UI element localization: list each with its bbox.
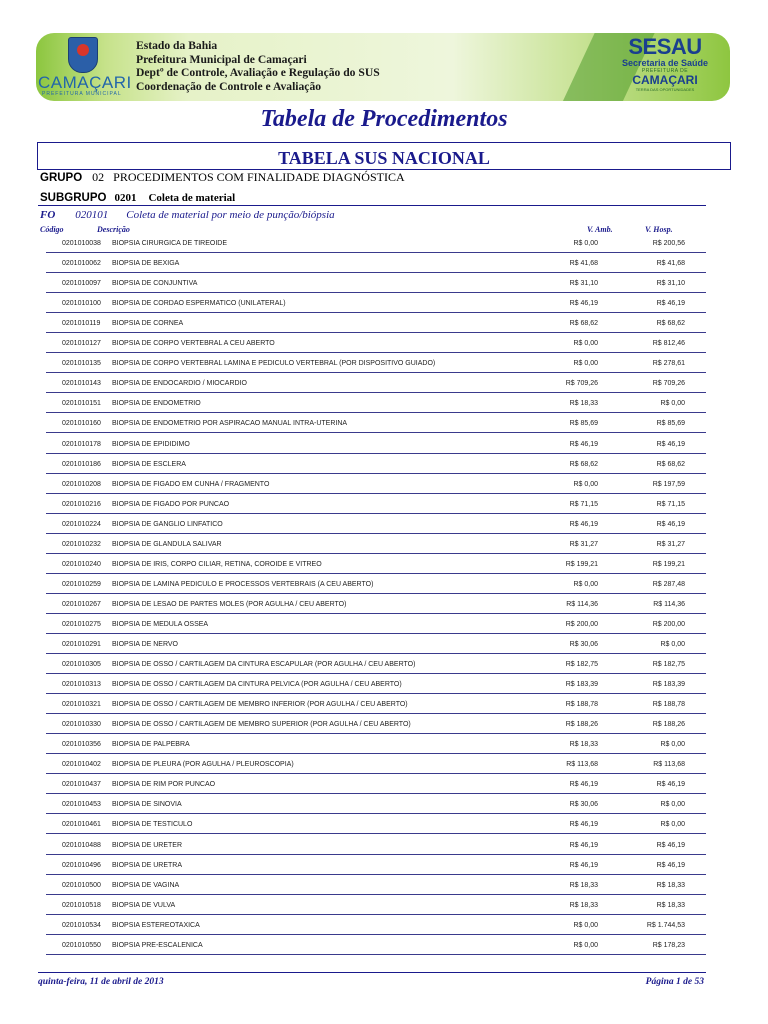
row-desc: BIOPSIA DE LESAO DE PARTES MOLES (POR AGULHA / CEU ABERTO) xyxy=(112,600,347,608)
row-amb: R$ 0,00 xyxy=(573,580,598,588)
row-hosp: R$ 31,27 xyxy=(656,540,685,548)
row-divider xyxy=(46,252,706,253)
subgrupo-label: SUBGRUPO xyxy=(40,192,107,204)
row-amb: R$ 46,19 xyxy=(569,841,598,849)
row-hosp: R$ 68,62 xyxy=(656,460,685,468)
sesau-logo-pm: PREFEITURA DE xyxy=(641,68,689,74)
row-desc: BIOPSIA PRE-ESCALENICA xyxy=(112,941,203,949)
table-row xyxy=(0,277,768,297)
row-hosp: R$ 0,00 xyxy=(660,741,685,749)
row-divider xyxy=(46,733,706,734)
row-desc: BIOPSIA DE ESCLERA xyxy=(112,460,186,468)
row-amb: R$ 0,00 xyxy=(573,480,598,488)
col-header-code: Código xyxy=(40,225,64,234)
table-row xyxy=(0,798,768,818)
table-row xyxy=(0,337,768,357)
table-row xyxy=(0,558,768,578)
table-row xyxy=(0,397,768,417)
row-divider xyxy=(46,713,706,714)
row-desc: BIOPSIA DE OSSO / CARTILAGEM DE MEMBRO SUPERIOR (POR AGULHA / CEU ABERTO) xyxy=(112,721,411,729)
row-desc: BIOPSIA DE FIGADO EM CUNHA / FRAGMENTO xyxy=(112,480,270,488)
row-hosp: R$ 0,00 xyxy=(660,801,685,809)
row-divider xyxy=(46,813,706,814)
row-divider xyxy=(46,573,706,574)
camacari-logo xyxy=(38,35,132,97)
row-divider xyxy=(46,473,706,474)
row-desc: BIOPSIA DE ENDOMETRIO xyxy=(112,400,201,408)
row-code: 0201010534 xyxy=(62,921,101,929)
row-desc: BIOPSIA DE ENDOMETRIO POR ASPIRACAO MANUAL INTRA-UTERINA xyxy=(112,420,348,428)
footer-divider xyxy=(38,972,706,973)
subgrupo-text: Coleta de material xyxy=(148,192,236,204)
header-line-prefeitura: Prefeitura Municipal de Camaçari xyxy=(136,52,307,66)
row-hosp: R$ 41,68 xyxy=(656,260,685,268)
row-hosp: R$ 46,19 xyxy=(656,440,685,448)
row-desc: BIOPSIA DE RIM POR PUNCAO xyxy=(112,781,216,789)
row-hosp: R$ 188,26 xyxy=(652,721,685,729)
row-code: 0201010062 xyxy=(62,260,101,268)
row-hosp: R$ 1.744,53 xyxy=(646,921,685,929)
row-divider xyxy=(46,753,706,754)
table-row xyxy=(0,678,768,698)
row-hosp: R$ 200,00 xyxy=(652,620,685,628)
row-hosp: R$ 18,33 xyxy=(656,901,685,909)
row-desc: BIOPSIA DE CORPO VERTEBRAL A CEU ABERTO xyxy=(112,340,275,348)
row-amb: R$ 113,68 xyxy=(566,761,598,769)
row-desc: BIOPSIA DE BEXIGA xyxy=(112,260,180,268)
row-hosp: R$ 114,36 xyxy=(653,600,685,608)
table-row xyxy=(0,879,768,899)
table-row xyxy=(0,818,768,838)
row-amb: R$ 188,26 xyxy=(565,721,598,729)
row-code: 0201010518 xyxy=(62,901,101,909)
table-row xyxy=(0,518,768,538)
row-hosp: R$ 68,62 xyxy=(656,320,685,328)
row-hosp: R$ 199,21 xyxy=(652,560,685,568)
row-code: 0201010461 xyxy=(62,821,101,829)
fo-label: FO xyxy=(40,209,56,221)
row-amb: R$ 18,33 xyxy=(569,901,598,909)
row-divider xyxy=(46,453,706,454)
row-amb: R$ 183,39 xyxy=(565,681,598,689)
row-divider xyxy=(46,412,706,413)
row-hosp: R$ 0,00 xyxy=(660,821,685,829)
row-code: 0201010267 xyxy=(62,600,101,608)
row-desc: BIOPSIA DE GLANDULA SALIVAR xyxy=(112,540,222,548)
row-amb: R$ 0,00 xyxy=(573,240,598,247)
row-desc: BIOPSIA DE LAMINA PEDICULO E PROCESSOS VERTEBRAIS (A CEU ABERTO) xyxy=(112,580,374,588)
row-code: 0201010496 xyxy=(62,861,101,869)
row-desc: BIOPSIA DE MEDULA OSSEA xyxy=(112,620,209,628)
row-amb: R$ 18,33 xyxy=(569,881,598,889)
row-desc: BIOPSIA DE GANGLIO LINFATICO xyxy=(112,520,223,528)
row-code: 0201010259 xyxy=(62,580,101,588)
grupo-code: 02 xyxy=(92,170,105,184)
sesau-logo-city: CAMAÇARI xyxy=(632,73,698,87)
row-code: 0201010291 xyxy=(62,641,101,648)
row-code: 0201010151 xyxy=(62,400,101,408)
table-row xyxy=(0,658,768,678)
row-amb: R$ 0,00 xyxy=(573,921,598,929)
row-divider xyxy=(46,392,706,393)
row-desc: BIOPSIA DE URETER xyxy=(112,841,183,849)
row-desc: BIOPSIA DE URETRA xyxy=(112,861,183,869)
footer-page: Página 1 de 53 xyxy=(645,977,704,987)
row-code: 0201010453 xyxy=(62,801,101,809)
row-amb: R$ 0,00 xyxy=(573,360,598,368)
row-code: 0201010488 xyxy=(62,841,101,849)
row-amb: R$ 200,00 xyxy=(565,620,598,628)
table-row xyxy=(0,357,768,377)
subgrupo-line xyxy=(40,188,235,206)
row-desc: BIOPSIA DE CORNEA xyxy=(112,320,184,328)
table-row xyxy=(0,638,768,658)
header-line-coord: Coordenação de Controle e Avaliação xyxy=(136,79,322,93)
row-desc: BIOPSIA DE VAGINA xyxy=(112,881,180,889)
row-code: 0201010356 xyxy=(62,741,101,749)
table-row xyxy=(0,478,768,498)
table-row xyxy=(0,237,768,257)
sesau-logo-name: SESAU xyxy=(628,34,702,59)
row-code: 0201010500 xyxy=(62,881,101,889)
row-desc: BIOPSIA DE OSSO / CARTILAGEM DE MEMBRO INFERIOR (POR AGULHA / CEU ABERTO) xyxy=(112,701,408,709)
row-amb: R$ 114,36 xyxy=(566,600,598,608)
row-hosp: R$ 46,19 xyxy=(656,861,685,869)
row-divider xyxy=(46,533,706,534)
row-hosp: R$ 31,10 xyxy=(656,280,685,288)
row-hosp: R$ 46,19 xyxy=(656,841,685,849)
row-amb: R$ 18,33 xyxy=(569,400,598,408)
row-hosp: R$ 178,23 xyxy=(652,941,685,949)
row-hosp: R$ 85,69 xyxy=(656,420,685,428)
table-row xyxy=(0,738,768,758)
row-divider xyxy=(46,493,706,494)
table-row xyxy=(0,839,768,859)
table-row xyxy=(0,598,768,618)
row-amb: R$ 46,19 xyxy=(569,781,598,789)
table-row xyxy=(0,778,768,798)
table-row xyxy=(0,899,768,919)
table-row xyxy=(0,618,768,638)
divider xyxy=(38,205,706,206)
grupo-line xyxy=(40,170,405,185)
row-hosp: R$ 200,56 xyxy=(652,240,685,247)
table-row xyxy=(0,317,768,337)
fo-code: 020101 xyxy=(75,209,109,221)
header-lines xyxy=(136,39,380,93)
camacari-logo-text: CAMAÇARI xyxy=(38,73,132,92)
row-amb: R$ 46,19 xyxy=(569,520,598,528)
row-desc: BIOPSIA DE ENDOCARDIO / MIOCARDIO xyxy=(112,380,247,388)
row-code: 0201010232 xyxy=(62,540,101,548)
grupo-label: GRUPO xyxy=(40,172,83,184)
table-row xyxy=(0,438,768,458)
row-desc: BIOPSIA DE PALPEBRA xyxy=(112,741,190,749)
row-amb: R$ 31,27 xyxy=(569,540,598,548)
row-divider xyxy=(46,312,706,313)
row-code: 0201010224 xyxy=(62,520,101,528)
row-divider xyxy=(46,894,706,895)
row-desc: BIOPSIA DE VULVA xyxy=(112,901,176,909)
table-row xyxy=(0,458,768,478)
row-code: 0201010186 xyxy=(62,460,101,468)
row-amb: R$ 71,15 xyxy=(569,500,598,508)
row-divider xyxy=(46,934,706,935)
table-row xyxy=(0,718,768,738)
row-code: 0201010305 xyxy=(62,661,101,669)
row-amb: R$ 18,33 xyxy=(569,741,598,749)
row-desc: BIOPSIA DE CONJUNTIVA xyxy=(112,280,198,288)
row-code: 0201010135 xyxy=(62,360,101,368)
header-line-state: Estado da Bahia xyxy=(136,39,218,52)
row-amb: R$ 85,69 xyxy=(569,420,598,428)
row-amb: R$ 182,75 xyxy=(565,661,598,669)
table-row xyxy=(0,939,768,959)
row-code: 0201010216 xyxy=(62,500,101,508)
row-divider xyxy=(46,653,706,654)
row-hosp: R$ 812,46 xyxy=(652,340,685,348)
sesau-logo xyxy=(610,36,720,98)
row-divider xyxy=(46,833,706,834)
row-divider xyxy=(46,793,706,794)
row-desc: BIOPSIA ESTEREOTAXICA xyxy=(112,921,200,929)
row-hosp: R$ 183,39 xyxy=(652,681,685,689)
sesau-logo-tag: TERRA DAS OPORTUNIDADES xyxy=(635,87,695,92)
table-row xyxy=(0,417,768,437)
table-row xyxy=(0,297,768,317)
row-code: 0201010100 xyxy=(62,300,101,308)
row-divider xyxy=(46,593,706,594)
table-row xyxy=(0,498,768,518)
row-divider xyxy=(46,673,706,674)
row-code: 0201010119 xyxy=(62,320,101,328)
table-row xyxy=(0,578,768,598)
table-row xyxy=(0,919,768,939)
row-code: 0201010550 xyxy=(62,941,101,949)
row-desc: BIOPSIA DE TESTICULO xyxy=(112,821,193,829)
row-code: 0201010330 xyxy=(62,721,101,729)
col-header-desc: Descrição xyxy=(97,225,130,234)
row-divider xyxy=(46,372,706,373)
row-desc: BIOPSIA DE IRIS, CORPO CILIAR, RETINA, COROIDE E VITREO xyxy=(112,560,322,568)
row-hosp: R$ 46,19 xyxy=(656,520,685,528)
row-divider xyxy=(46,773,706,774)
row-divider xyxy=(46,432,706,433)
row-amb: R$ 709,26 xyxy=(565,380,598,388)
row-code: 0201010208 xyxy=(62,480,101,488)
sesau-logo-sec: Secretaria de Saúde xyxy=(621,58,709,68)
row-desc: BIOPSIA CIRURGICA DE TIREOIDE xyxy=(112,240,228,247)
row-code: 0201010178 xyxy=(62,440,101,448)
header-line-dept: Deptº de Controle, Avaliação e Regulação do SUS xyxy=(136,66,380,79)
row-hosp: R$ 71,15 xyxy=(656,500,685,508)
row-amb: R$ 199,21 xyxy=(565,560,598,568)
row-amb: R$ 41,68 xyxy=(569,260,598,268)
row-divider xyxy=(46,854,706,855)
row-divider xyxy=(46,332,706,333)
table-row xyxy=(0,859,768,879)
row-hosp: R$ 278,61 xyxy=(652,360,685,368)
row-amb: R$ 0,00 xyxy=(573,340,598,348)
row-desc: BIOPSIA DE OSSO / CARTILAGEM DA CINTURA ESCAPULAR (POR AGULHA / CEU ABERTO) xyxy=(112,661,416,669)
row-code: 0201010143 xyxy=(62,380,101,388)
row-amb: R$ 68,62 xyxy=(569,320,598,328)
row-desc: BIOPSIA DE PLEURA (POR AGULHA / PLEUROSCOPIA) xyxy=(112,761,294,769)
row-amb: R$ 31,10 xyxy=(569,280,598,288)
grupo-text: PROCEDIMENTOS COM FINALIDADE DIAGNÓSTICA xyxy=(113,170,405,184)
row-hosp: R$ 709,26 xyxy=(652,380,685,388)
row-divider xyxy=(46,513,706,514)
row-divider xyxy=(46,954,706,955)
row-divider xyxy=(46,553,706,554)
row-code: 0201010097 xyxy=(62,280,101,288)
row-divider xyxy=(46,914,706,915)
col-header-amb: V. Amb. xyxy=(587,225,613,234)
row-desc: BIOPSIA DE CORDAO ESPERMATICO (UNILATERAL) xyxy=(112,300,286,308)
footer-date: quinta-feira, 11 de abril de 2013 xyxy=(38,977,164,987)
col-header-hosp: V. Hosp. xyxy=(645,225,673,234)
row-hosp: R$ 197,59 xyxy=(652,480,685,488)
coat-of-arms-icon xyxy=(68,37,98,73)
row-code: 0201010275 xyxy=(62,620,101,628)
row-amb: R$ 188,78 xyxy=(565,701,598,709)
row-desc: BIOPSIA DE CORPO VERTEBRAL LAMINA E PEDICULO VERTEBRAL (POR DISPOSITIVO GUIADO) xyxy=(112,360,436,368)
row-hosp: R$ 46,19 xyxy=(656,781,685,789)
table-row xyxy=(0,377,768,397)
row-divider xyxy=(46,693,706,694)
subgrupo-code: 0201 xyxy=(114,192,137,204)
row-desc: BIOPSIA DE EPIDIDIMO xyxy=(112,440,190,448)
row-divider xyxy=(46,874,706,875)
row-hosp: R$ 18,33 xyxy=(656,881,685,889)
row-divider xyxy=(46,633,706,634)
row-divider xyxy=(46,292,706,293)
row-amb: R$ 46,19 xyxy=(569,300,598,308)
row-desc: BIOPSIA DE OSSO / CARTILAGEM DA CINTURA PELVICA (POR AGULHA / CEU ABERTO) xyxy=(112,681,402,689)
row-hosp: R$ 287,48 xyxy=(652,580,685,588)
row-code: 0201010160 xyxy=(62,420,101,428)
row-desc: BIOPSIA DE SINOVIA xyxy=(112,801,182,809)
row-amb: R$ 68,62 xyxy=(569,460,598,468)
row-hosp: R$ 113,68 xyxy=(653,761,685,769)
row-hosp: R$ 46,19 xyxy=(656,300,685,308)
row-code: 0201010240 xyxy=(62,560,101,568)
row-code: 0201010313 xyxy=(62,681,101,689)
row-divider xyxy=(46,272,706,273)
row-amb: R$ 0,00 xyxy=(573,941,598,949)
row-hosp: R$ 0,00 xyxy=(660,641,685,648)
row-amb: R$ 30,06 xyxy=(569,641,598,648)
row-hosp: R$ 0,00 xyxy=(660,400,685,408)
table-row xyxy=(0,698,768,718)
page-title: Tabela de Procedimentos xyxy=(260,106,508,132)
table-subtitle: TABELA SUS NACIONAL xyxy=(37,142,731,170)
row-divider xyxy=(46,613,706,614)
table-row xyxy=(0,257,768,277)
row-code: 0201010437 xyxy=(62,781,101,789)
row-divider xyxy=(46,352,706,353)
table-row xyxy=(0,538,768,558)
row-amb: R$ 46,19 xyxy=(569,440,598,448)
row-code: 0201010038 xyxy=(62,240,101,247)
row-code: 0201010402 xyxy=(62,761,101,769)
table-row xyxy=(0,758,768,778)
fo-text: Coleta de material por meio de punção/biópsia xyxy=(126,209,335,221)
row-desc: BIOPSIA DE NERVO xyxy=(112,641,179,648)
row-hosp: R$ 188,78 xyxy=(652,701,685,709)
row-amb: R$ 30,06 xyxy=(569,801,598,809)
row-code: 0201010127 xyxy=(62,340,101,348)
fo-line xyxy=(40,209,335,221)
row-hosp: R$ 182,75 xyxy=(652,661,685,669)
row-amb: R$ 46,19 xyxy=(569,821,598,829)
row-code: 0201010321 xyxy=(62,701,101,709)
row-amb: R$ 46,19 xyxy=(569,861,598,869)
camacari-logo-sub: PREFEITURA MUNICIPAL xyxy=(42,91,122,97)
row-desc: BIOPSIA DE FIGADO POR PUNCAO xyxy=(112,500,230,508)
